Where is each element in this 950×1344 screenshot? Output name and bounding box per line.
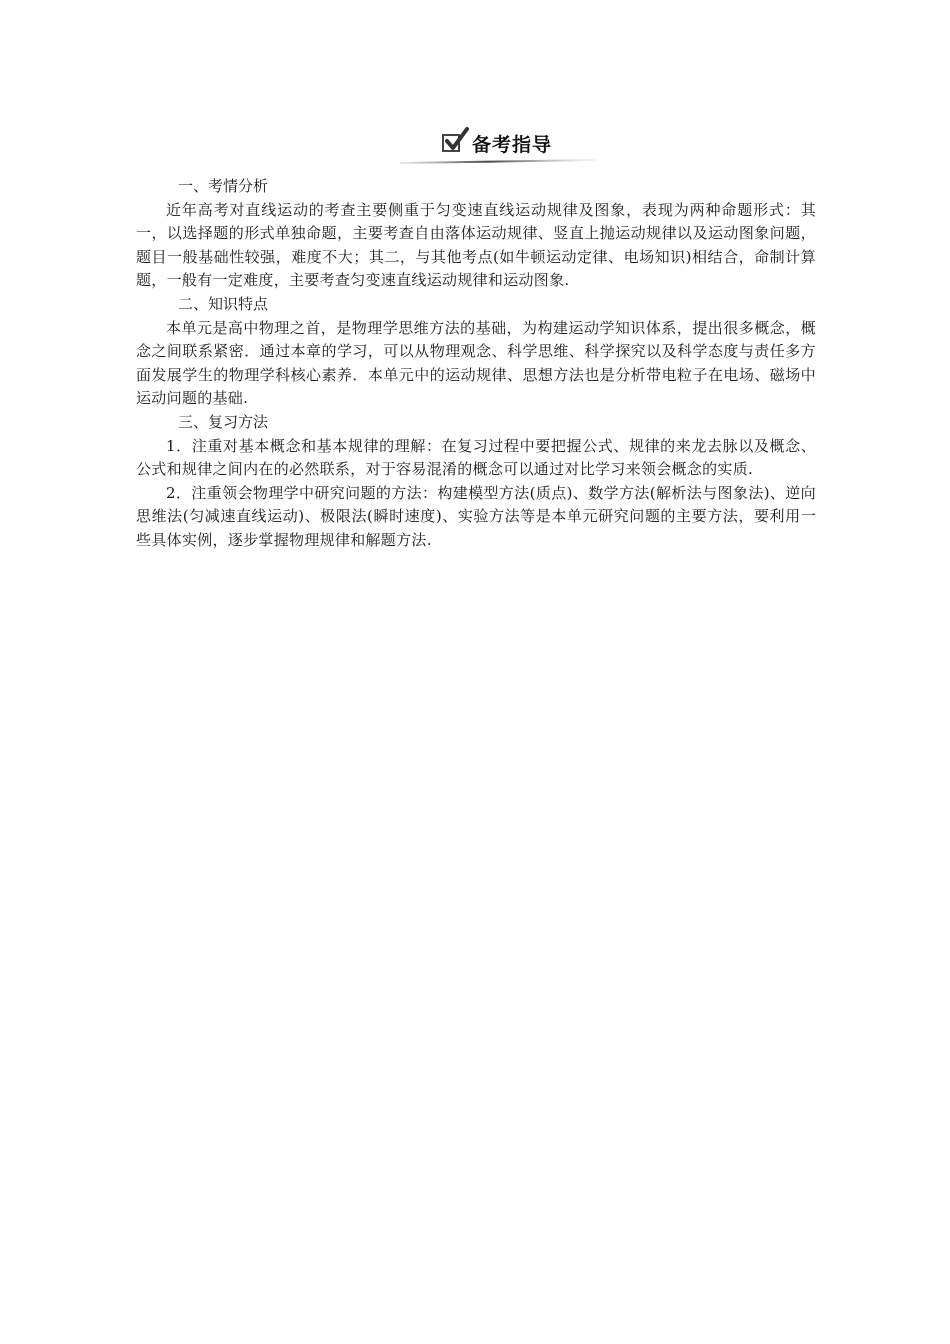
section-heading: 二、知识特点 (178, 294, 269, 313)
section-heading: 三、复习方法 (178, 412, 269, 431)
check-mark-icon (444, 126, 470, 154)
section-exam-analysis (136, 175, 816, 293)
paragraph: 近年高考对直线运动的考查主要侧重于匀变速直线运动规律及图象，表现为两种命题形式：其一，以选择题的形式单独命题，主要考查自由落体运动规律、竖直上抛运动规律以及运动图象问题，题目一般基础性较强，难度不大；其二，与其他考点(如牛顿运动定律、电场知识)相结合，命制计算题，一般有一定难度，主要考查匀变速直线运动规律和运动图象. (136, 200, 816, 290)
section-knowledge-features (136, 293, 816, 411)
banner-title: 备考指导 (472, 134, 553, 156)
section-banner (400, 130, 600, 164)
banner-underline (400, 159, 596, 164)
document-body (136, 175, 816, 553)
section-review-methods (136, 411, 816, 553)
section-heading: 一、考情分析 (178, 177, 269, 195)
paragraph: 1．注重对基本概念和基本规律的理解：在复习过程中要把握公式、规律的来龙去脉以及概念、公式和规律之间内在的必然联系，对于容易混淆的概念可以通过对比学习来领会概念的实质. (136, 436, 816, 479)
paragraph: 2．注重领会物理学中研究问题的方法：构建模型方法(质点)、数学方法(解析法与图象法)、逆向思维法(匀减速直线运动)、极限法(瞬时速度)、实验方法等是本单元研究问题的主要方法，要利用一些具体实例，逐步掌握物理规律和解题方法. (136, 483, 816, 549)
paragraph: 本单元是高中物理之首，是物理学思维方法的基础，为构建运动学知识体系，提出很多概念，概念之间联系紧密．通过本章的学习，可以从物理观念、科学思维、科学探究以及科学态度与责任多方面发展学生的物理学科核心素养．本单元中的运动规律、思想方法也是分析带电粒子在电场、磁场中运动问题的基础. (136, 318, 816, 408)
